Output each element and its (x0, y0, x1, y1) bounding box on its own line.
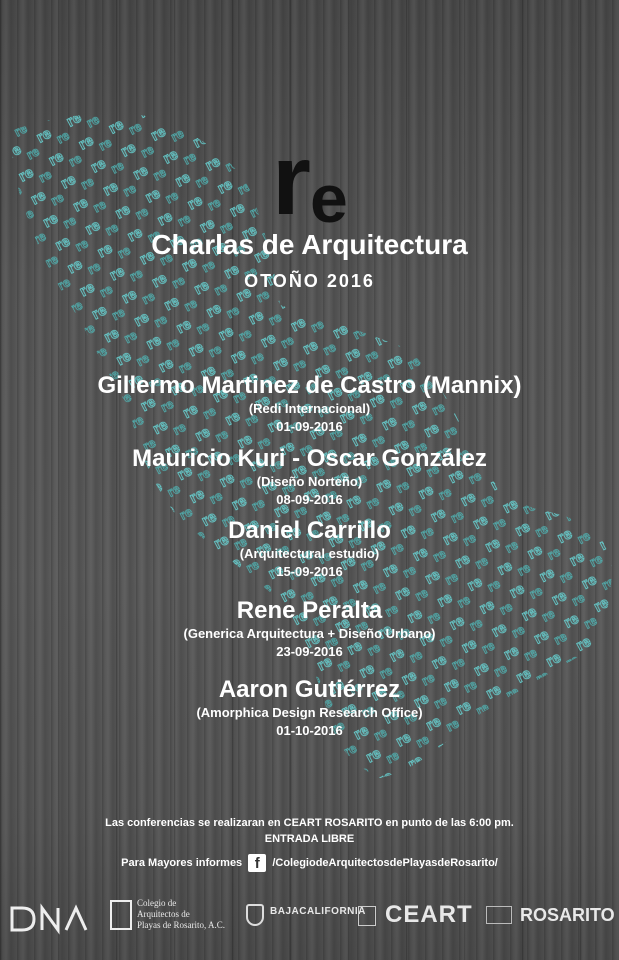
baja-shield-icon (246, 904, 264, 926)
logo-e-letter: e (310, 161, 348, 237)
speaker-name: Mauricio Kuri - Oscar González (132, 445, 487, 472)
speaker-block (0, 597, 619, 661)
more-info-line (0, 854, 619, 872)
speaker-date: 23-09-2016 (276, 644, 343, 659)
more-info-label: Para Mayores informes (121, 856, 243, 869)
colegio-line: Colegio de (137, 898, 177, 908)
speaker-name: Rene Peralta (236, 597, 383, 624)
speaker-name: Daniel Carrillo (228, 517, 391, 544)
speaker-org: (Arquitectural estudio) (239, 546, 380, 561)
speaker-block (0, 372, 619, 436)
baja-california-logo: BAJACALIFORNIA (270, 906, 366, 917)
poster-title: Charlas de Arquitectura (151, 229, 468, 260)
speaker-date: 08-09-2016 (276, 492, 343, 507)
ceart-logo: CEART (385, 901, 473, 928)
speaker-name: Gillermo Martinez de Castro (Mannix) (97, 372, 522, 399)
speaker-date: 01-09-2016 (276, 419, 343, 434)
colegio-line: Playas de Rosarito, A.C. (137, 920, 225, 930)
logo-r-letter: r (272, 124, 305, 236)
venue-info-line: Las conferencias se realizaran en CEART ROSARITO en punto de las 6:00 pm. (105, 817, 514, 829)
free-entry-line: ENTRADA LIBRE (264, 833, 355, 845)
speaker-org: (Redi Internacional) (248, 401, 371, 416)
speaker-block (0, 517, 619, 581)
speaker-block (0, 676, 619, 740)
season-subtitle: OTOÑO 2016 (244, 271, 375, 291)
municipal-emblem-icon (486, 906, 512, 924)
speaker-name: Aaron Gutiérrez (218, 676, 401, 703)
facebook-page-link[interactable]: /ColegiodeArquitectosdePlayasdeRosarito/ (272, 856, 498, 869)
rosarito-logo: ROSARITO (520, 905, 615, 925)
speaker-org: (Diseño Norteño) (256, 474, 363, 489)
colegio-emblem-icon (110, 900, 132, 930)
ibc-emblem-icon (358, 906, 376, 926)
venue-info (0, 815, 619, 847)
sponsor-logos (0, 896, 619, 941)
colegio-line: Arquitectos de (137, 909, 190, 919)
speaker-date: 01-10-2016 (276, 723, 343, 738)
speaker-org: (Generica Arquitectura + Diseño Urbano) (183, 626, 436, 641)
colegio-logo (137, 898, 225, 931)
speaker-date: 15-09-2016 (276, 564, 343, 579)
facebook-icon[interactable]: f (248, 854, 266, 872)
dna-logo (8, 900, 98, 936)
speaker-block (0, 445, 619, 509)
speaker-org: (Amorphica Design Research Office) (196, 705, 423, 720)
re-logo (272, 124, 354, 237)
